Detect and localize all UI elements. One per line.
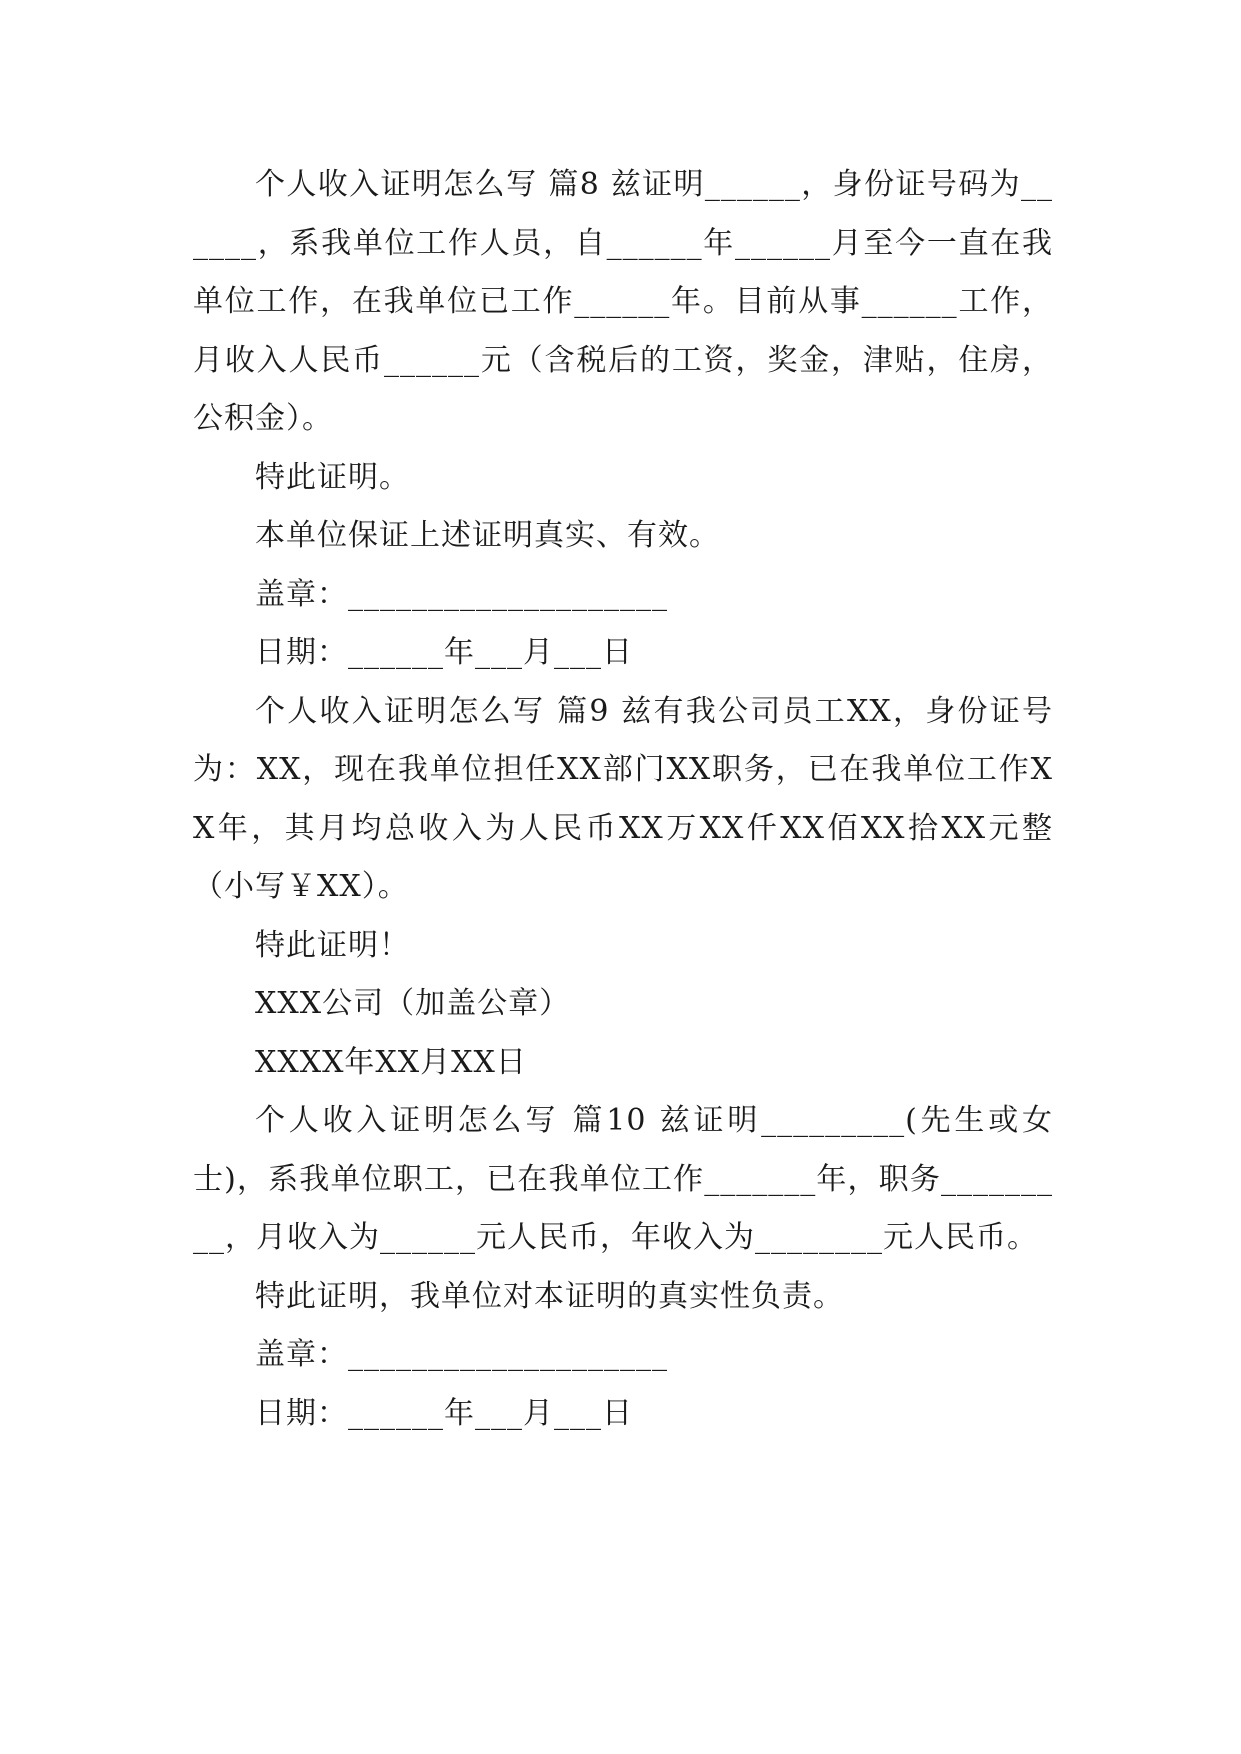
paragraph-article-10-body: 个人收入证明怎么写 篇10 兹证明_________(先生或女士)，系我单位职工，已在我单位工作_______年，职务_________，月收入为______元人民币，年收入为________元人民币。 [193,1103,1053,1255]
paragraph-article-9-body: 个人收入证明怎么写 篇9 兹有我公司员工XX，身份证号为：XX，现在我单位担任XX部门XX职务，已在我单位工作XX年，其月均总收入为人民币XX万XX仟XX佰XX拾XX元整（小写￥XX）。 [193,693,1053,904]
paragraph-company-seal: XXX公司（加盖公章） [255,986,571,1021]
paragraph-date-line: 日期：______年___月___日 [255,635,633,670]
paragraph-date-line-2: 日期：______年___月___日 [255,1395,633,1431]
paragraph-seal-line-2: 盖章：____________________ [255,1337,668,1372]
document-page [193,156,1053,1443]
paragraph-article-8-body: 个人收入证明怎么写 篇8 兹证明______，身份证号码为______，系我单位工作人员，自______年______月至今一直在我单位工作，在我单位已工作______年。目前从事______工作，月收入人民币______元（含税后的工资，奖金，津贴，住房，公积金）。 [193,167,1053,436]
paragraph-responsibility-statement: 特此证明，我单位对本证明的真实性负责。 [255,1278,844,1314]
paragraph-certify-statement: 特此证明。 [255,459,410,495]
paragraph-company-date: XXXX年XX月XX日 [255,1044,527,1080]
paragraph-certify-exclaim: 特此证明！ [255,927,410,963]
paragraph-guarantee-statement: 本单位保证上述证明真实、有效。 [255,518,720,553]
paragraph-seal-line: 盖章：____________________ [255,576,668,612]
